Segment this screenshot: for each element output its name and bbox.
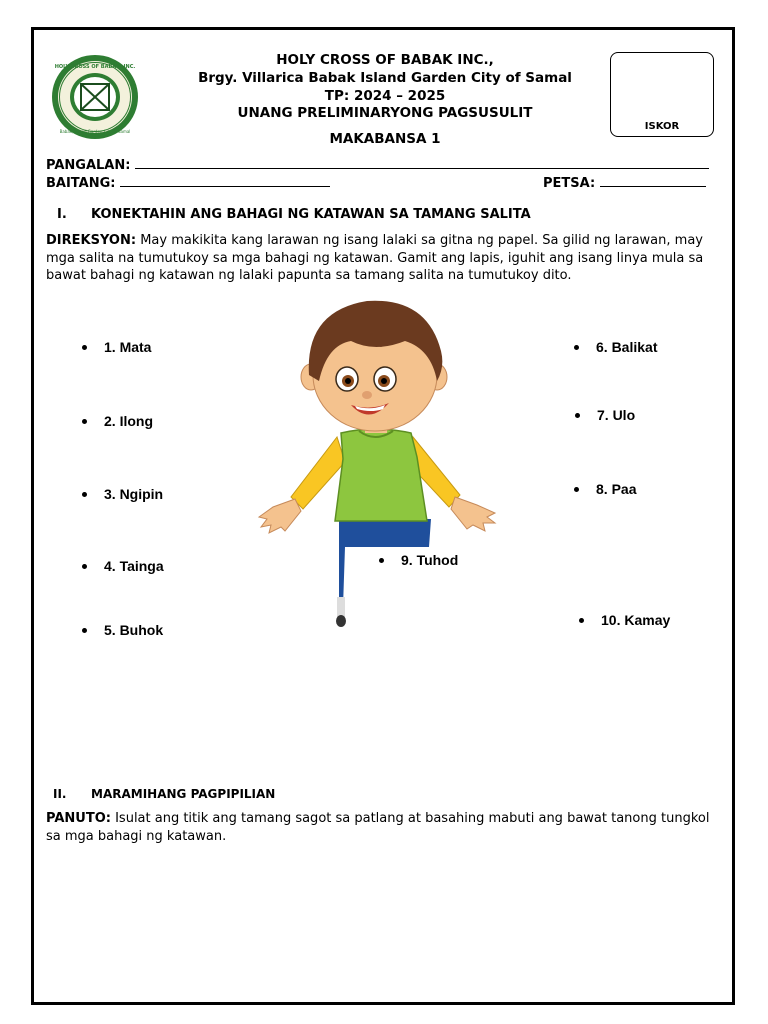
school-seal-logo: [50, 53, 140, 141]
panuto-text: Isulat ang titik ang tamang sagot sa patlang at basahing mabuti ang bawat tanong tungkol sa mga bahagi ng katawan.: [46, 811, 710, 844]
left-item-3: 3. Ngipin: [82, 486, 163, 502]
bullet-icon: [575, 413, 580, 418]
exam-title: UNANG PRELIMINARYONG PAGSUSULIT: [237, 105, 533, 121]
bullet-icon: [379, 558, 384, 563]
grade-row: [46, 175, 330, 191]
left-item-1: 1. Mata: [82, 339, 151, 355]
section1-number: I.: [57, 207, 67, 222]
bullet-icon: [574, 345, 579, 350]
bullet-icon: [82, 419, 87, 424]
subject-title: MAKABANSA 1: [329, 131, 441, 147]
boy-illustration: [255, 297, 500, 633]
bullet-icon: [82, 628, 87, 633]
grade-blank[interactable]: [120, 175, 330, 187]
right-item-9: 9. Tuhod: [379, 552, 458, 568]
right-item-8: 8. Paa: [574, 481, 636, 497]
bullet-icon: [82, 492, 87, 497]
right-item-7: 7. Ulo: [575, 407, 635, 423]
grade-label: BAITANG:: [46, 176, 116, 191]
left-item-4: 4. Tainga: [82, 558, 164, 574]
left-item-5: 5. Buhok: [82, 622, 163, 638]
direction-text: May makikita kang larawan ng isang lalaki sa gitna ng papel. Sa gilid ng larawan, may mga salita na tumutukoy sa mga bahagi ng katawan. Gamit ang lapis, iguhit ang isang linya mula sa bawat bahagi ng katawan ng lalaki papunta sa tamang salita na tumutukoy dito.: [46, 233, 704, 283]
school-name: HOLY CROSS OF BABAK INC.,: [276, 52, 494, 68]
bullet-icon: [82, 564, 87, 569]
left-item-2: 2. Ilong: [82, 413, 153, 429]
svg-text:Babak, Island Garden City of S: Babak, Island Garden City of Samal: [59, 129, 131, 134]
bullet-icon: [82, 345, 87, 350]
right-item-6: 6. Balikat: [574, 339, 657, 355]
score-label: ISKOR: [644, 121, 680, 132]
school-year: TP: 2024 – 2025: [324, 88, 446, 104]
right-item-10: 10. Kamay: [579, 612, 670, 628]
date-row: [543, 175, 706, 191]
school-address: Brgy. Villarica Babak Island Garden City of Samal: [198, 70, 572, 86]
section2-number: II.: [53, 787, 67, 801]
svg-text:HOLY CROSS OF BABAK, INC.: HOLY CROSS OF BABAK, INC.: [54, 64, 136, 70]
name-row: [46, 157, 709, 173]
bullet-icon: [574, 487, 579, 492]
date-blank[interactable]: [600, 175, 706, 187]
direction-label: DIREKSYON:: [46, 233, 137, 248]
score-box[interactable]: [610, 52, 714, 137]
section1-directions: [46, 232, 718, 285]
name-label: PANGALAN:: [46, 158, 131, 173]
name-blank[interactable]: [135, 157, 709, 169]
bullet-icon: [579, 618, 584, 623]
panuto-label: PANUTO:: [46, 811, 111, 826]
section2-directions: [46, 810, 718, 845]
date-label: PETSA:: [543, 176, 596, 191]
section1-title: KONEKTAHIN ANG BAHAGI NG KATAWAN SA TAMANG SALITA: [91, 207, 531, 222]
section2-title: MARAMIHANG PAGPIPILIAN: [91, 787, 276, 801]
